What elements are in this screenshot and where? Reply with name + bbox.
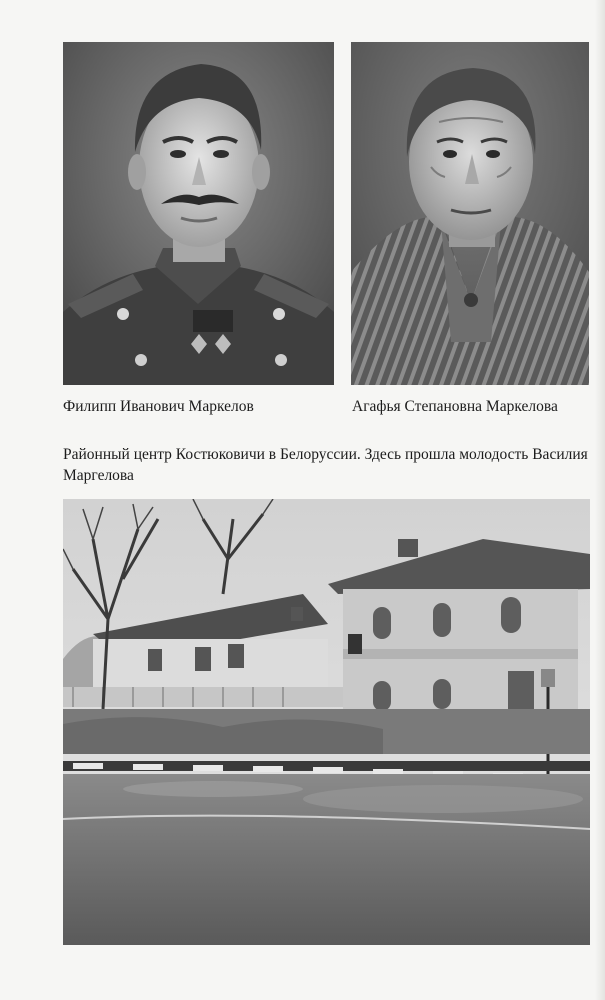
caption-man: Филипп Иванович Маркелов (63, 398, 254, 415)
town-street-photo (63, 499, 590, 945)
page-edge (595, 0, 605, 1000)
portrait-man-photo (63, 42, 334, 385)
caption-woman: Агафья Степановна Маркелова (352, 398, 558, 415)
caption-town: Районный центр Костюковичи в Белоруссии. Здесь прошла молодость Василия Маргелова (63, 446, 588, 484)
portrait-woman-photo (351, 42, 589, 385)
